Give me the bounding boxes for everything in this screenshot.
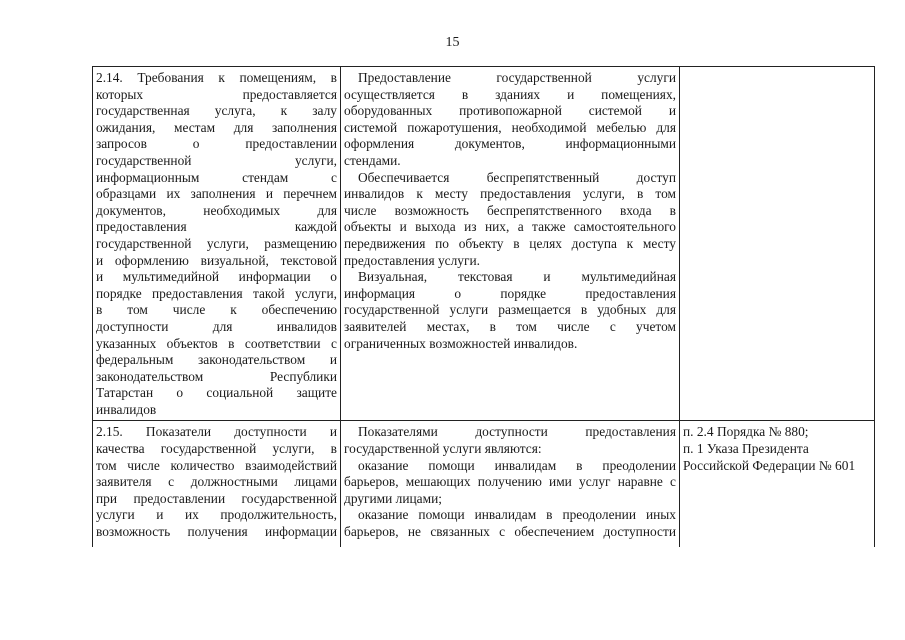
requirement-cell <box>93 67 341 421</box>
text-line: государственной услуги, <box>96 152 337 168</box>
text-line: осуществляется в зданиях и помещениях, <box>344 86 676 102</box>
text-line: и мультимедийной информации о <box>96 269 337 285</box>
text-line: услуги и их продолжительность, <box>96 507 337 523</box>
text-line: государственной услуги размещается в удобных для <box>344 302 676 318</box>
text-line: числе возможность беспрепятственного входа в <box>344 202 676 218</box>
text-line: стендами. <box>344 152 401 168</box>
text-line: государственной услуги являются: <box>344 441 542 457</box>
text-line: государственная услуга, к залу <box>96 103 337 119</box>
text-line: законодательством Республики <box>96 368 337 384</box>
text-line: заявителей местах, в том числе с учетом <box>344 318 676 334</box>
text-line: документов, необходимых для <box>96 202 337 218</box>
text-line: передвижения по объекту в целях доступа к месту <box>344 235 676 251</box>
legal-reference: п. 2.4 Порядка № 880; <box>683 424 809 440</box>
text-line: федеральным законодательством и <box>96 352 337 368</box>
text-line: запросов о предоставлении <box>96 136 337 152</box>
text-line: другими лицами; <box>344 490 442 506</box>
text-line: указанных объектов в соответствии с <box>96 335 337 351</box>
legal-basis-cell <box>680 421 875 547</box>
text-line: системой пожаротушения, необходимой мебелью для <box>344 119 676 135</box>
text-line: инвалидов к месту предоставления услуги, в том <box>344 186 676 202</box>
text-line: и оформлению визуальной, текстовой <box>96 252 337 268</box>
page-number: 15 <box>445 35 460 50</box>
text-line: информационным стендам с <box>96 169 337 185</box>
text-line: которых предоставляется <box>96 86 337 102</box>
table-row <box>93 421 875 547</box>
text-line: Обеспечивается беспрепятственный доступ <box>358 169 676 185</box>
text-line: предоставления каждой <box>96 219 337 235</box>
text-line: оказание помощи инвалидам в преодолении иных <box>358 507 676 523</box>
requirement-cell <box>93 421 341 547</box>
provision-cell <box>341 67 680 421</box>
legal-basis-cell <box>680 67 875 421</box>
text-line: том числе количество взаимодействий <box>96 457 337 473</box>
text-line: барьеров, мешающих получению ими услуг наравне с <box>344 474 676 490</box>
text-line: при предоставлении государственной <box>96 490 337 506</box>
text-line: порядке предоставления такой услуги, <box>96 285 337 301</box>
text-line: предоставления услуги. <box>344 252 481 268</box>
text-line: Визуальная, текстовая и мультимедийная <box>358 269 676 285</box>
text-line: в том числе к обеспечению <box>96 302 337 318</box>
text-line: оборудованных противопожарной системой и <box>344 103 676 119</box>
text-line: оформления документов, информационными <box>344 136 676 152</box>
text-line: заявителя с должностными лицами <box>96 474 337 490</box>
text-line: инвалидов <box>96 401 157 417</box>
text-line: 2.14. Требования к помещениям, в <box>96 70 337 85</box>
legal-reference: п. 1 Указа Президента <box>683 441 809 457</box>
text-line: возможность получения информации <box>96 524 337 540</box>
table-row <box>93 67 875 421</box>
text-line: информация о порядке предоставления <box>344 285 676 301</box>
text-line: качества государственной услуги, в <box>96 441 337 457</box>
text-line: объекты и выхода из них, а также самостоятельного <box>344 219 676 235</box>
text-line: доступности для инвалидов <box>96 318 337 334</box>
text-line: Татарстан о социальной защите <box>96 385 337 401</box>
legal-reference: Российской Федерации № 601 <box>683 457 856 473</box>
text-line: образцами их заполнения и перечнем <box>96 186 337 202</box>
text-line: барьеров, не связанных с обеспечением доступности <box>344 524 676 540</box>
text-line: ограниченных возможностей инвалидов. <box>344 335 578 351</box>
provision-cell <box>341 421 680 547</box>
text-line: оказание помощи инвалидам в преодолении <box>358 457 676 473</box>
text-line: государственной услуги, размещению <box>96 235 337 251</box>
regulation-table <box>92 66 875 547</box>
text-line: Предоставление государственной услуги <box>358 70 676 85</box>
text-line: Показателями доступности предоставления <box>358 424 676 440</box>
text-line: ожидания, местам для заполнения <box>96 119 337 135</box>
text-line: 2.15. Показатели доступности и <box>96 424 337 440</box>
